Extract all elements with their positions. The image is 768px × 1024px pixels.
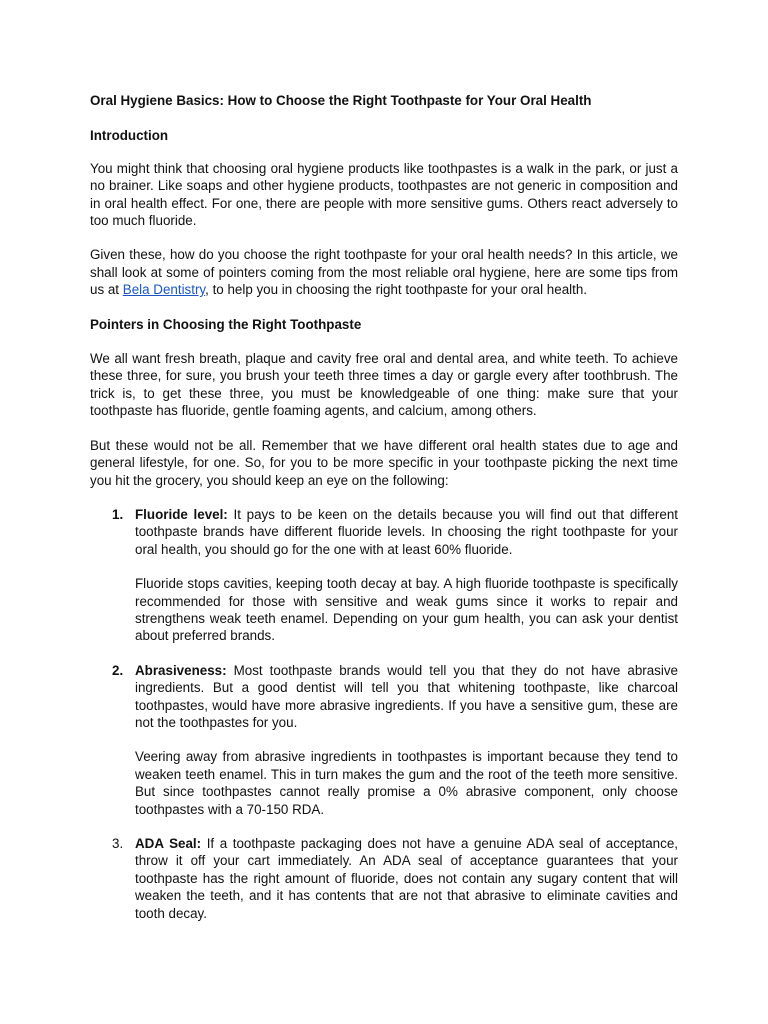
list-item-text: It pays to be keen on the details because you will find out that different toothpaste brands have different fluoride levels. In choosing the right toothpaste for your oral health, you should go for the one with at least 60% fluoride. — [135, 506, 679, 557]
list-item-ada-seal — [90, 835, 678, 922]
list-item-number: 3. — [112, 836, 124, 851]
list-item-paragraph: Fluoride stops cavities, keeping tooth decay at bay. A high fluoride toothpaste is specifically recommended for those with sensitive and weak gums since it works to repair and strengthens weak teeth enamel. Depending on your gum health, you can ask your dentist about preferred brands. — [135, 576, 678, 644]
list-item-fluoride-level — [90, 506, 678, 645]
list-item-text: Most toothpaste brands would tell you that they do not have abrasive ingredients. But a good dentist will tell you that whitening toothpaste, like charcoal toothpastes, would have more abrasive ingredients. If you have a sensitive gum, these are not the toothpastes for you. — [135, 662, 678, 730]
document-title: Oral Hygiene Basics: How to Choose the Right Toothpaste for Your Oral Health — [90, 93, 592, 108]
introduction-paragraph-2 — [90, 246, 678, 298]
list-item-term: ADA Seal: — [135, 836, 202, 851]
pointers-paragraph-2: But these would not be all. Remember that we have different oral health states due to age and general lifestyle, for one. So, for you to be more specific in your toothpaste picking the next time you hit the grocery, you should keep an eye on the following: — [90, 437, 678, 488]
introduction-paragraph-2-text-end: , to help you in choosing the right toothpaste for your oral health. — [205, 282, 588, 298]
introduction-paragraph-2-text-start: Given these, how do you choose the right toothpaste for your oral health needs? In this article, we shall look at some of pointers coming from the most reliable oral hygiene, here are some tips from us at — [90, 247, 678, 298]
bela-dentistry-link[interactable]: Bela Dentistry — [122, 282, 206, 298]
document-page — [90, 92, 678, 939]
introduction-paragraph-1: You might think that choosing oral hygiene products like toothpastes is a walk in the park, or just a no brainer. Like soaps and other hygiene products, toothpastes are not generic in composition and in oral health effect. For one, there are people with more sensitive gums. Others react adversely to too much fluoride. — [90, 160, 678, 229]
pointers-list — [90, 506, 678, 922]
list-item-term: Abrasiveness: — [135, 662, 227, 678]
list-item-number: 2. — [112, 662, 124, 678]
pointers-heading: Pointers in Choosing the Right Toothpaste — [90, 316, 362, 332]
list-item-term: Fluoride level: — [135, 506, 228, 522]
list-item-paragraph — [135, 662, 678, 732]
introduction-heading: Introduction — [90, 128, 169, 144]
list-item-abrasiveness — [90, 662, 678, 818]
list-item-paragraph — [135, 835, 678, 922]
pointers-paragraph-1: We all want fresh breath, plaque and cavity free oral and dental area, and white teeth. To achieve these three, for sure, you brush your teeth three times a day or gargle every after toothbrush. The trick is, to get these three, you must be knowledgeable of one thing: make sure that your toothpaste has fluoride, gentle foaming agents, and calcium, among others. — [90, 351, 678, 419]
list-item-paragraph: Veering away from abrasive ingredients in toothpastes is important because they tend to weaken teeth enamel. This in turn makes the gum and the root of the teeth more sensitive. But since toothpastes cannot really promise a 0% abrasive component, only choose toothpastes with a 70-150 RDA. — [135, 749, 678, 817]
list-item-paragraph — [135, 506, 678, 558]
list-item-text: If a toothpaste packaging does not have a genuine ADA seal of acceptance, throw it off your cart immediately. An ADA seal of acceptance guarantees that your toothpaste has the right amount of fluoride, does not contain any sugary content that will weaken the teeth, and it has contents that are not that abrasive to eliminate cavities and tooth decay. — [135, 836, 678, 921]
list-item-number: 1. — [112, 506, 124, 522]
